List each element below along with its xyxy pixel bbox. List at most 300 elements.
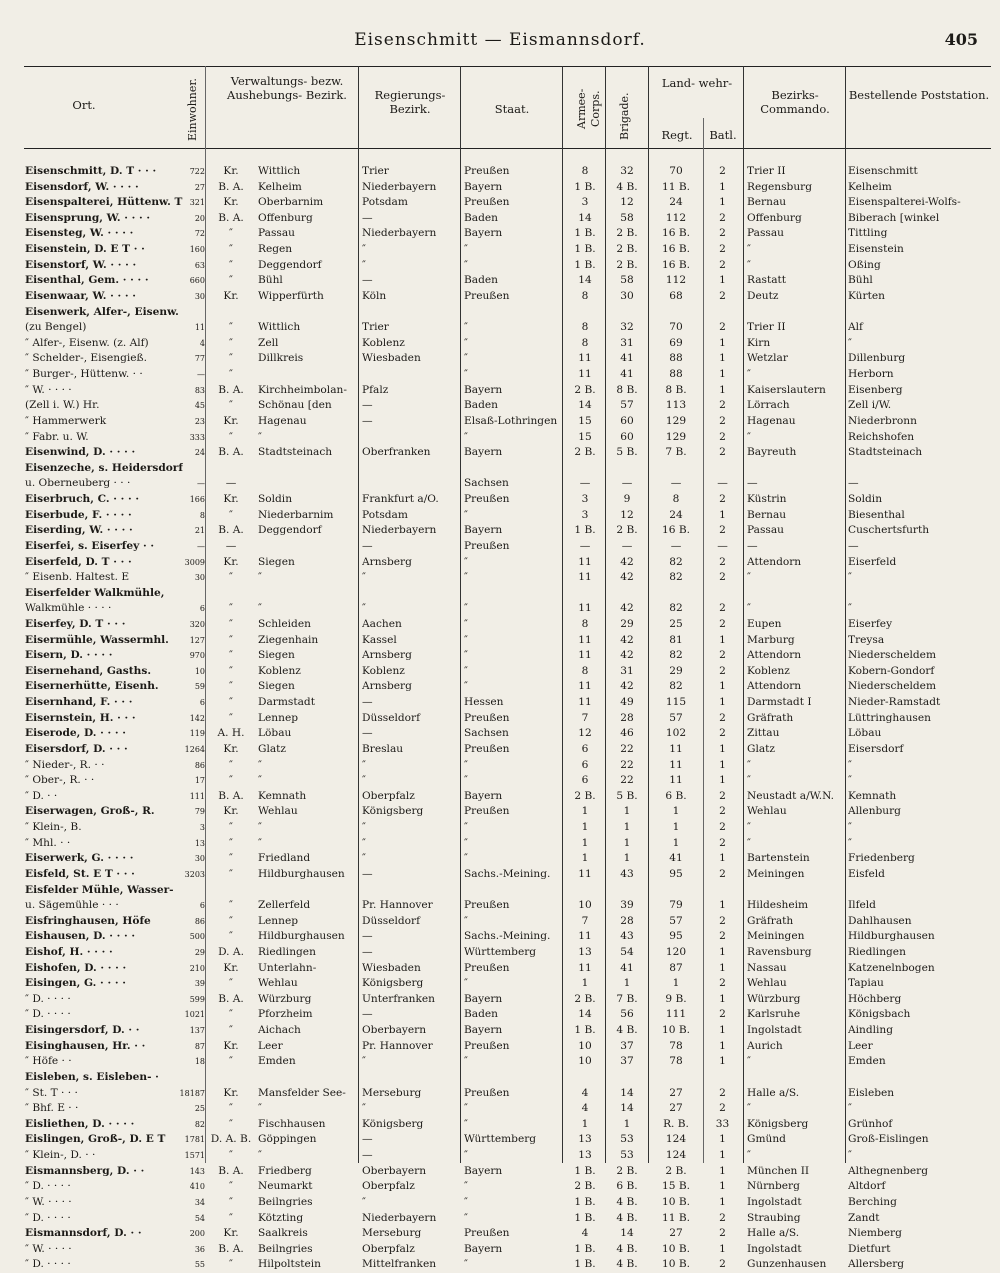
cell-poststation: Nieder-Ramstadt xyxy=(848,696,941,709)
cell-armeecorps: 11 xyxy=(578,867,592,880)
cell-landwehr-regt: 82 xyxy=(669,571,683,584)
cell-poststation: Berching xyxy=(848,1195,897,1208)
cell-armeecorps: 10 xyxy=(578,1039,592,1052)
cell-bezirkscommando: ″ xyxy=(747,258,751,271)
cell-landwehr-batl: 2 xyxy=(719,836,726,849)
cell-einwohner: 13 xyxy=(194,838,205,848)
cell-einwohner: 30 xyxy=(194,291,205,301)
cell-landwehr-batl: 1 xyxy=(719,1039,726,1052)
cell-landwehr-regt: 88 xyxy=(669,368,683,381)
cell-bezirkscommando: ″ xyxy=(747,821,751,834)
cell-brigade: 1 xyxy=(623,852,631,865)
cell-staat: Bayern xyxy=(464,992,503,1005)
cell-verwaltungsart: ″ xyxy=(229,1117,233,1130)
cell-poststation: Dahlhausen xyxy=(848,914,912,927)
cell-armeecorps: 12 xyxy=(578,727,592,740)
cell-einwohner: 86 xyxy=(194,760,205,770)
cell-verwaltungsbezirk: Wehlau xyxy=(258,977,298,990)
cell-ort: Eisfeld, St. E T · · · xyxy=(25,867,135,880)
cell-verwaltungsart: ″ xyxy=(229,617,233,630)
cell-verwaltungsart: Kr. xyxy=(223,555,239,568)
table-row xyxy=(0,961,1000,977)
cell-staat: ″ xyxy=(464,1055,468,1068)
cell-armeecorps: 1 B. xyxy=(574,227,596,240)
cell-staat: ″ xyxy=(464,617,468,630)
cell-verwaltungsbezirk: ″ xyxy=(258,758,262,771)
table-row xyxy=(0,336,1000,352)
cell-einwohner: 24 xyxy=(194,448,205,458)
cell-landwehr-regt: 9 B. xyxy=(665,992,687,1005)
cell-bezirkscommando: Wehlau xyxy=(747,805,787,818)
cell-regierungsbezirk: — xyxy=(362,274,373,287)
cell-staat: ″ xyxy=(464,821,468,834)
cell-verwaltungsbezirk: Kelheim xyxy=(258,180,302,193)
cell-armeecorps: 11 xyxy=(578,696,592,709)
cell-bezirkscommando: Koblenz xyxy=(747,664,790,677)
cell-ort: Eisfringhausen, Höfe xyxy=(25,914,151,927)
table-row xyxy=(0,195,1000,211)
cell-armeecorps: 11 xyxy=(578,352,592,365)
cell-ort: Eislingen, Groß-, D. E T xyxy=(25,1133,166,1146)
cell-regierungsbezirk: Pr. Hannover xyxy=(362,899,433,912)
cell-ort: Eisinghausen, Hr. · · xyxy=(25,1039,146,1052)
table-row xyxy=(0,383,1000,399)
cell-bezirkscommando: — xyxy=(747,539,758,552)
cell-brigade: 2 B. xyxy=(616,524,638,537)
cell-regierungsbezirk: Arnsberg xyxy=(362,555,412,568)
cell-verwaltungsbezirk: Passau xyxy=(258,227,295,240)
cell-bezirkscommando: Gmünd xyxy=(747,1133,786,1146)
header-brigade: Brigade. xyxy=(618,92,631,140)
cell-armeecorps: 2 B. xyxy=(574,789,596,802)
cell-landwehr-batl: 2 xyxy=(719,649,726,662)
cell-einwohner: 1781 xyxy=(184,1135,205,1145)
cell-staat: ″ xyxy=(464,555,468,568)
cell-verwaltungsbezirk: Zellerfeld xyxy=(258,899,311,912)
table-row xyxy=(0,398,1000,414)
cell-bezirkscommando: Regensburg xyxy=(747,180,813,193)
cell-regierungsbezirk: Unterfranken xyxy=(362,992,435,1005)
cell-regierungsbezirk: Pr. Hannover xyxy=(362,1039,433,1052)
cell-brigade: 4 B. xyxy=(616,180,638,193)
cell-brigade: 31 xyxy=(620,336,634,349)
cell-armeecorps: 3 xyxy=(581,508,589,521)
cell-bezirkscommando: Hildesheim xyxy=(747,899,809,912)
cell-verwaltungsbezirk: Bühl xyxy=(258,274,283,287)
cell-landwehr-batl: 1 xyxy=(719,852,726,865)
cell-ort: Eiserfelder Walkmühle, xyxy=(25,586,165,599)
cell-poststation: Altdorf xyxy=(848,1180,886,1193)
header-einwohner: Einwohner. xyxy=(186,78,199,142)
cell-poststation: Aindling xyxy=(848,1024,894,1037)
cell-landwehr-batl: 1 xyxy=(719,899,726,912)
cell-verwaltungsbezirk: Kemnath xyxy=(258,789,307,802)
cell-landwehr-regt: 115 xyxy=(665,696,687,709)
cell-landwehr-batl: — xyxy=(717,539,728,552)
cell-staat: Baden xyxy=(464,211,498,224)
cell-ort: Eisersdorf, D. · · · xyxy=(25,742,128,755)
cell-verwaltungsbezirk: Schleiden xyxy=(258,617,311,630)
cell-landwehr-regt: 95 xyxy=(669,867,683,880)
cell-poststation: — xyxy=(848,477,859,490)
cell-verwaltungsbezirk: Deggendorf xyxy=(258,258,322,271)
cell-verwaltungsart: B. A. xyxy=(218,789,244,802)
cell-ort: ″ Mhl. · · xyxy=(25,836,71,849)
cell-verwaltungsbezirk: ″ xyxy=(258,774,262,787)
cell-verwaltungsart: D. A. B. xyxy=(210,1133,252,1146)
cell-ort: Eiserbruch, C. · · · · xyxy=(25,493,140,506)
cell-ort: ″ W. · · · · xyxy=(25,383,72,396)
cell-regierungsbezirk: Merseburg xyxy=(362,1086,422,1099)
cell-armeecorps: 8 xyxy=(581,617,589,630)
cell-armeecorps: 3 xyxy=(581,493,589,506)
cell-einwohner: 3009 xyxy=(184,557,205,567)
cell-einwohner: 333 xyxy=(189,432,205,442)
table-row xyxy=(0,1179,1000,1195)
cell-ort: Eisenzeche, s. Heidersdorf xyxy=(25,461,183,474)
cell-poststation: Niederscheldem xyxy=(848,680,936,693)
cell-einwohner: 6 xyxy=(199,604,205,614)
cell-verwaltungsbezirk: Deggendorf xyxy=(258,524,322,537)
table-row xyxy=(0,445,1000,461)
cell-staat: ″ xyxy=(464,836,468,849)
cell-verwaltungsart: ″ xyxy=(229,774,233,787)
cell-verwaltungsbezirk: Wittlich xyxy=(258,165,301,177)
cell-poststation: Allenburg xyxy=(848,805,901,818)
cell-ort: ″ Hammerwerk xyxy=(25,414,107,427)
table-row xyxy=(0,711,1000,727)
cell-einwohner: 119 xyxy=(189,729,205,739)
cell-verwaltungsart: B. A. xyxy=(218,1242,244,1255)
cell-landwehr-regt: 124 xyxy=(665,1149,687,1162)
cell-brigade: 4 B. xyxy=(616,1024,638,1037)
cell-poststation: Katzenelnbogen xyxy=(848,961,935,974)
cell-bezirkscommando: Meiningen xyxy=(747,930,805,943)
cell-einwohner: 321 xyxy=(189,198,205,208)
cell-verwaltungsart: Kr. xyxy=(223,414,239,427)
cell-regierungsbezirk: — xyxy=(362,930,373,943)
cell-poststation: ″ xyxy=(848,774,852,787)
cell-landwehr-regt: 129 xyxy=(665,414,687,427)
table-row xyxy=(0,883,1000,899)
cell-poststation: Eiserfey xyxy=(848,617,893,630)
cell-bezirkscommando: Aurich xyxy=(747,1039,783,1052)
cell-verwaltungsbezirk: ″ xyxy=(258,430,262,443)
cell-bezirkscommando: — xyxy=(747,477,758,490)
cell-ort: ″ Nieder-, R. · · xyxy=(25,758,105,771)
table-row xyxy=(0,1226,1000,1242)
cell-landwehr-batl: 2 xyxy=(719,1086,726,1099)
cell-landwehr-regt: 112 xyxy=(665,274,687,287)
table-row xyxy=(0,601,1000,617)
header-ort: Ort. xyxy=(72,98,96,112)
cell-poststation: Reichshofen xyxy=(848,430,915,443)
cell-landwehr-batl: 1 xyxy=(719,508,726,521)
cell-regierungsbezirk: Merseburg xyxy=(362,1227,422,1240)
cell-regierungsbezirk: ″ xyxy=(362,571,366,584)
cell-poststation: Riedlingen xyxy=(848,946,906,958)
cell-brigade: 39 xyxy=(620,899,634,912)
cell-brigade: 6 B. xyxy=(616,1180,638,1193)
cell-ort: ″ D. · · · · xyxy=(25,1258,71,1271)
cell-einwohner: 63 xyxy=(194,260,205,270)
cell-verwaltungsart: ″ xyxy=(229,977,233,990)
table-row xyxy=(0,1039,1000,1055)
cell-staat: Preußen xyxy=(464,165,510,177)
cell-ort: ″ Schelder-, Eisengieß. xyxy=(25,352,147,365)
cell-landwehr-regt: 2 B. xyxy=(665,1164,687,1177)
cell-einwohner: 27 xyxy=(194,182,205,192)
cell-armeecorps: 7 xyxy=(581,711,589,724)
cell-verwaltungsbezirk: Beilngries xyxy=(258,1242,313,1255)
table-row xyxy=(0,508,1000,524)
cell-regierungsbezirk: — xyxy=(362,211,373,224)
cell-ort: Eiserfei, s. Eiserfey · · xyxy=(25,539,155,552)
cell-poststation: Lüttringhausen xyxy=(848,711,931,724)
table-row xyxy=(0,1211,1000,1227)
table-row xyxy=(0,211,1000,227)
cell-ort: Eisernehand, Gasths. xyxy=(25,664,152,677)
cell-landwehr-regt: 41 xyxy=(669,852,683,865)
cell-landwehr-batl: 1 xyxy=(719,1195,726,1208)
cell-ort: ″ Höfe · · xyxy=(25,1055,72,1068)
table-row xyxy=(0,289,1000,305)
cell-poststation: Eisersdorf xyxy=(848,742,904,755)
cell-landwehr-regt: 124 xyxy=(665,1133,687,1146)
cell-regierungsbezirk: Köln xyxy=(362,289,387,302)
cell-regierungsbezirk: Oberpfalz xyxy=(362,789,415,802)
cell-landwehr-regt: 70 xyxy=(669,321,683,334)
table-row xyxy=(0,1257,1000,1273)
cell-verwaltungsart: ″ xyxy=(229,1149,233,1162)
cell-regierungsbezirk: Arnsberg xyxy=(362,680,412,693)
cell-poststation: Niederbronn xyxy=(848,414,917,427)
cell-verwaltungsbezirk: Wehlau xyxy=(258,805,298,818)
table-row xyxy=(0,1148,1000,1164)
cell-landwehr-batl: 1 xyxy=(719,383,726,396)
cell-regierungsbezirk: ″ xyxy=(362,852,366,865)
cell-brigade: 43 xyxy=(620,930,634,943)
cell-staat: ″ xyxy=(464,1195,468,1208)
cell-einwohner: 25 xyxy=(194,1104,205,1114)
table-row xyxy=(0,633,1000,649)
cell-poststation: Althegnenberg xyxy=(848,1164,928,1177)
cell-bezirkscommando: Trier II xyxy=(747,321,786,334)
cell-landwehr-regt: 78 xyxy=(669,1039,683,1052)
cell-staat: Württemberg xyxy=(464,1133,537,1146)
cell-ort: ″ D. · · · · xyxy=(25,1180,71,1193)
cell-verwaltungsbezirk: Neumarkt xyxy=(258,1180,313,1193)
cell-verwaltungsbezirk: Leer xyxy=(258,1039,283,1052)
cell-bezirkscommando: Kirn xyxy=(747,336,771,349)
cell-ort: ″ D. · · · · xyxy=(25,992,71,1005)
cell-verwaltungsbezirk: Hagenau xyxy=(258,414,307,427)
cell-einwohner: 45 xyxy=(194,401,205,411)
cell-verwaltungsbezirk: Wipperfürth xyxy=(258,289,324,302)
cell-verwaltungsart: ″ xyxy=(229,1024,233,1037)
cell-landwehr-batl: 1 xyxy=(719,1242,726,1255)
cell-brigade: 58 xyxy=(620,211,634,224)
cell-regierungsbezirk: Arnsberg xyxy=(362,649,412,662)
table-row xyxy=(0,851,1000,867)
cell-landwehr-batl: 1 xyxy=(719,680,726,693)
cell-staat: Sachs.-Meining. xyxy=(464,930,551,943)
cell-regierungsbezirk: — xyxy=(362,696,373,709)
cell-landwehr-batl: 2 xyxy=(719,789,726,802)
cell-staat: Preußen xyxy=(464,899,510,912)
cell-verwaltungsart: A. H. xyxy=(217,727,245,740)
cell-ort: Eismannsdorf, D. · · xyxy=(25,1227,142,1240)
cell-bezirkscommando: Nassau xyxy=(747,961,787,974)
cell-landwehr-batl: 2 xyxy=(719,1258,726,1271)
cell-armeecorps: 11 xyxy=(578,633,592,646)
cell-landwehr-batl: 2 xyxy=(719,1211,726,1224)
cell-landwehr-batl: 1 xyxy=(719,352,726,365)
cell-verwaltungsart: Kr. xyxy=(223,196,239,209)
cell-verwaltungsart: — xyxy=(225,539,237,552)
cell-verwaltungsart: B. A. xyxy=(218,1164,244,1177)
cell-armeecorps: 14 xyxy=(578,274,592,287)
cell-einwohner: 59 xyxy=(194,682,205,692)
cell-landwehr-batl: 2 xyxy=(719,1227,726,1240)
table-row xyxy=(0,992,1000,1008)
cell-brigade: 1 xyxy=(623,836,631,849)
cell-landwehr-regt: 95 xyxy=(669,930,683,943)
cell-armeecorps: 2 B. xyxy=(574,992,596,1005)
cell-brigade: 1 xyxy=(623,821,631,834)
cell-armeecorps: 10 xyxy=(578,899,592,912)
cell-einwohner: 970 xyxy=(189,651,205,661)
cell-armeecorps: — xyxy=(579,539,591,552)
cell-landwehr-regt: 7 B. xyxy=(665,446,687,459)
cell-staat: ″ xyxy=(464,1211,468,1224)
cell-landwehr-regt: 11 xyxy=(669,774,683,787)
cell-landwehr-batl: 2 xyxy=(719,524,726,537)
cell-landwehr-regt: 81 xyxy=(669,633,683,646)
cell-landwehr-batl: 2 xyxy=(719,914,726,927)
cell-brigade: 53 xyxy=(620,1149,634,1162)
cell-einwohner: 79 xyxy=(194,807,205,817)
cell-ort: ″ Klein-, B. xyxy=(25,821,82,834)
cell-armeecorps: 4 xyxy=(581,1227,589,1240)
cell-bezirkscommando: Gräfrath xyxy=(747,711,794,724)
table-row xyxy=(0,945,1000,961)
cell-landwehr-batl: 1 xyxy=(719,1024,726,1037)
table-row xyxy=(0,1242,1000,1258)
cell-brigade: 42 xyxy=(620,680,634,693)
cell-ort: Eiserbude, F. · · · · xyxy=(25,508,132,521)
cell-landwehr-regt: 102 xyxy=(665,727,687,740)
cell-ort: Walkmühle · · · · xyxy=(25,602,112,615)
table-row xyxy=(0,1054,1000,1070)
cell-landwehr-regt: — xyxy=(670,539,682,552)
table-row xyxy=(0,1007,1000,1023)
cell-armeecorps: 10 xyxy=(578,1055,592,1068)
cell-bezirkscommando: ″ xyxy=(747,430,751,443)
cell-brigade: 2 B. xyxy=(616,258,638,271)
cell-regierungsbezirk: — xyxy=(362,867,373,880)
cell-armeecorps: 11 xyxy=(578,555,592,568)
cell-landwehr-regt: 29 xyxy=(669,664,683,677)
cell-poststation: Kürten xyxy=(848,289,885,302)
cell-ort: ″ St. T · · · xyxy=(25,1086,78,1099)
cell-landwehr-batl: 2 xyxy=(719,430,726,443)
cell-ort: Eisfelder Mühle, Wasser- xyxy=(25,883,174,896)
cell-staat: ″ xyxy=(464,368,468,381)
table-row xyxy=(0,226,1000,242)
cell-einwohner: 87 xyxy=(194,1041,205,1051)
cell-landwehr-batl: 1 xyxy=(719,696,726,709)
table-row xyxy=(0,320,1000,336)
cell-ort: Eisermühle, Wassermhl. xyxy=(25,633,169,646)
cell-armeecorps: 1 xyxy=(581,1117,589,1130)
cell-landwehr-regt: 27 xyxy=(669,1102,683,1115)
cell-verwaltungsbezirk: Stadtsteinach xyxy=(258,446,333,459)
cell-einwohner: 23 xyxy=(194,416,205,426)
cell-regierungsbezirk: Oberpfalz xyxy=(362,1242,415,1255)
cell-regierungsbezirk: — xyxy=(362,399,373,412)
cell-armeecorps: 8 xyxy=(581,165,589,177)
cell-brigade: 12 xyxy=(620,196,634,209)
cell-einwohner: 660 xyxy=(189,276,205,286)
cell-verwaltungsbezirk: ″ xyxy=(258,1149,262,1162)
cell-regierungsbezirk: Pfalz xyxy=(362,383,389,396)
cell-verwaltungsart: ″ xyxy=(229,649,233,662)
cell-ort: Eiserding, W. · · · · xyxy=(25,524,133,537)
cell-ort: ″ D. · · · · xyxy=(25,1008,71,1021)
cell-bezirkscommando: Würzburg xyxy=(747,992,801,1005)
cell-verwaltungsart: ″ xyxy=(229,321,233,334)
cell-staat: Bayern xyxy=(464,1164,503,1177)
cell-bezirkscommando: Karlsruhe xyxy=(747,1008,801,1021)
cell-poststation: Niemberg xyxy=(848,1227,902,1240)
cell-landwehr-batl: 2 xyxy=(719,727,726,740)
cell-landwehr-batl: 1 xyxy=(719,742,726,755)
table-row xyxy=(0,820,1000,836)
cell-staat: ″ xyxy=(464,680,468,693)
table-row xyxy=(0,1117,1000,1133)
cell-einwohner: 34 xyxy=(194,1197,205,1207)
cell-armeecorps: — xyxy=(579,477,591,490)
cell-einwohner: 11 xyxy=(194,323,205,333)
cell-verwaltungsbezirk: Würzburg xyxy=(258,992,312,1005)
cell-verwaltungsbezirk: Siegen xyxy=(258,649,295,662)
cell-poststation: Zell i/W. xyxy=(848,399,892,412)
cell-bezirkscommando: Küstrin xyxy=(747,493,787,506)
table-row xyxy=(0,758,1000,774)
cell-verwaltungsbezirk: Siegen xyxy=(258,680,295,693)
cell-ort: ″ Bhf. E · · xyxy=(25,1102,79,1115)
cell-landwehr-regt: 78 xyxy=(669,1055,683,1068)
cell-einwohner: 127 xyxy=(189,635,205,645)
cell-armeecorps: 1 B. xyxy=(574,1258,596,1271)
cell-verwaltungsart: ″ xyxy=(229,758,233,771)
cell-verwaltungsart: Kr. xyxy=(223,805,239,818)
cell-brigade: 4 B. xyxy=(616,1195,638,1208)
cell-staat: Bayern xyxy=(464,1242,503,1255)
cell-poststation: Zandt xyxy=(848,1211,880,1224)
cell-einwohner: 410 xyxy=(189,1182,205,1192)
cell-armeecorps: 8 xyxy=(581,321,589,334)
page-number: 405 xyxy=(944,30,978,49)
cell-landwehr-batl: 1 xyxy=(719,1164,726,1177)
cell-landwehr-batl: 1 xyxy=(719,368,726,381)
cell-ort: ″ Burger-, Hüttenw. · · xyxy=(25,368,143,381)
table-row xyxy=(0,430,1000,446)
cell-brigade: 42 xyxy=(620,555,634,568)
cell-verwaltungsbezirk: Saalkreis xyxy=(258,1227,308,1240)
cell-bezirkscommando: Attendorn xyxy=(747,680,802,693)
